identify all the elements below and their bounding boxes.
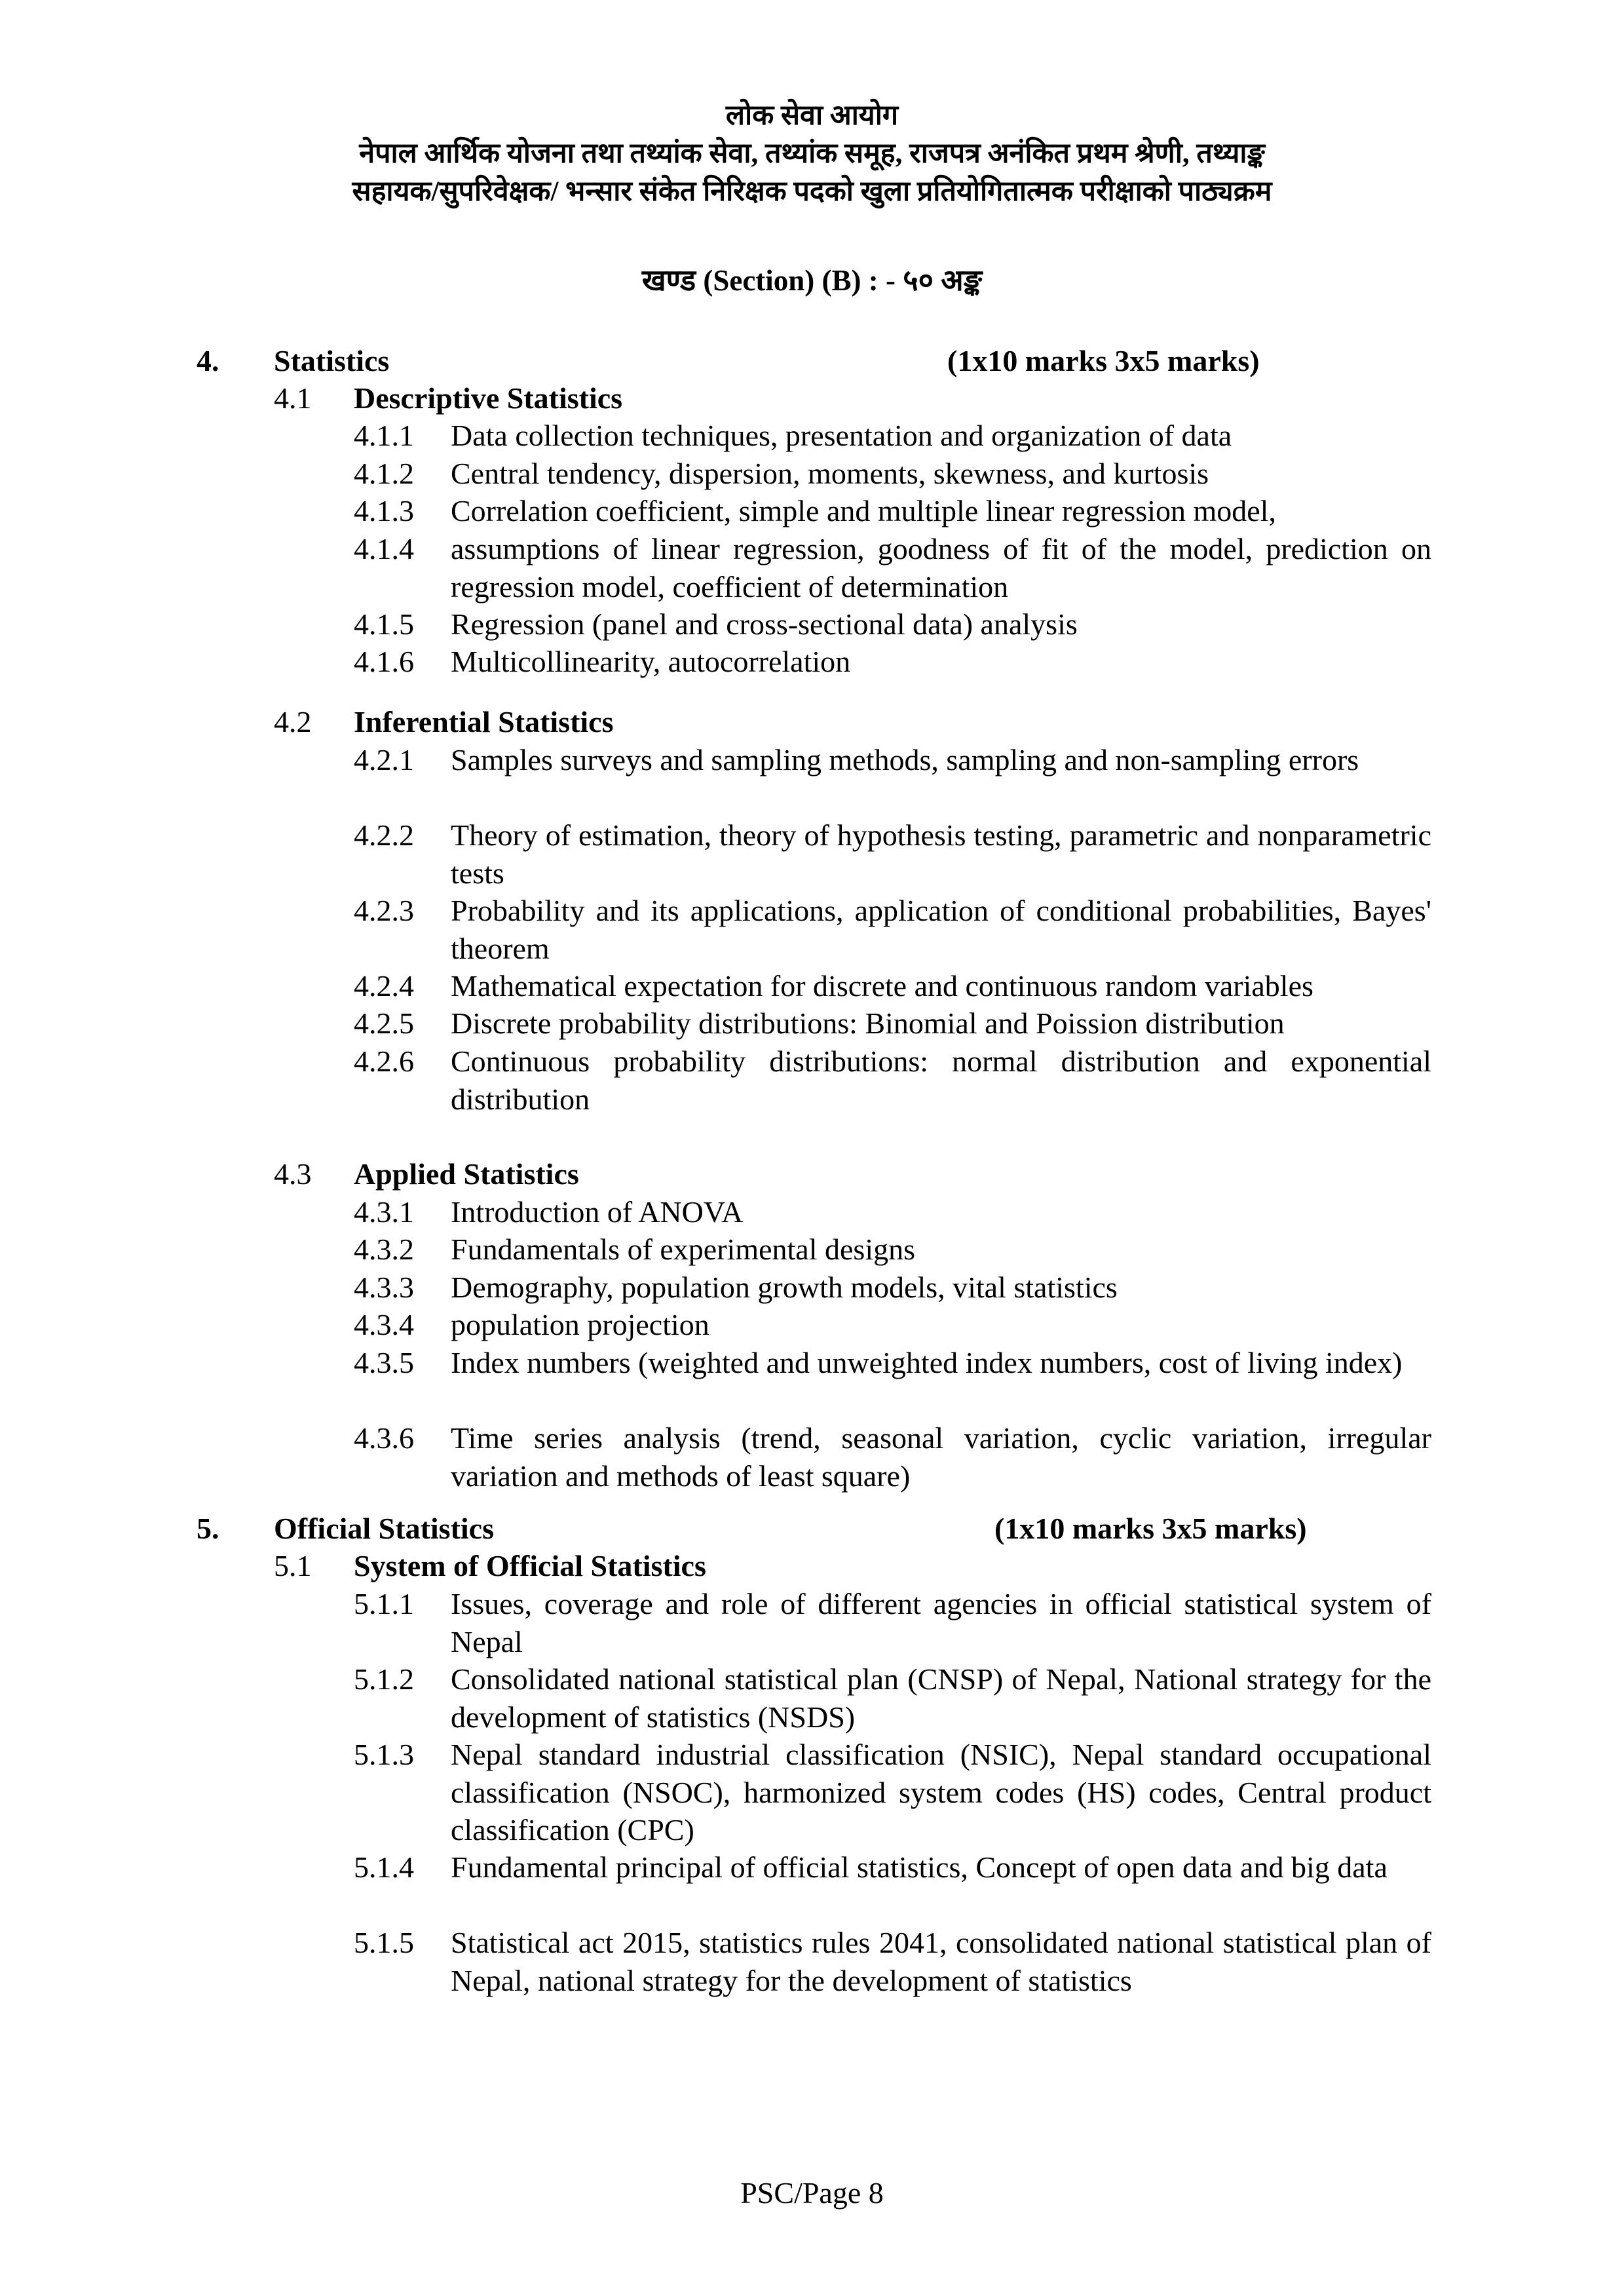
document-header xyxy=(0,97,1624,211)
item-number: 4.1.3 xyxy=(354,494,414,527)
item-number: 4.2.4 xyxy=(354,969,414,1003)
subsection-title: Applied Statistics xyxy=(354,1157,579,1191)
item-text: Demography, population growth models, vital statistics xyxy=(451,1271,1118,1304)
subsection-number: 4.1 xyxy=(274,381,312,415)
section-marks: (1x10 marks 3x5 marks) xyxy=(947,344,1260,377)
item-number: 4.2.5 xyxy=(354,1006,414,1040)
item-text: Central tendency, dispersion, moments, skewness, and kurtosis xyxy=(451,457,1209,490)
item-number: 4.3.4 xyxy=(354,1308,414,1341)
item-number: 5.1.5 xyxy=(354,1926,414,1959)
item-text: Fundamentals of experimental designs xyxy=(451,1233,916,1266)
item-text: Nepal standard industrial classification (NSIC), Nepal standard occupational classification (NSOC), harmonized system codes (HS) codes, Central product classification (CPC) xyxy=(451,1738,1431,1846)
item-number: 5.1.2 xyxy=(354,1662,414,1696)
item-text: Probability and its applications, application of conditional probabilities, Bayes' theorem xyxy=(451,894,1431,965)
item-text: Issues, coverage and role of different agencies in official statistical system of Nepal xyxy=(451,1587,1431,1658)
item-text: Samples surveys and sampling methods, sampling and non-sampling errors xyxy=(451,743,1359,776)
subsection-number: 4.2 xyxy=(274,705,312,738)
item-text: Theory of estimation, theory of hypothesis testing, parametric and nonparametric tests xyxy=(451,818,1431,890)
item-text: Multicollinearity, autocorrelation xyxy=(451,645,851,678)
subsection-title: System of Official Statistics xyxy=(354,1549,706,1582)
item-text: population projection xyxy=(451,1308,709,1341)
item-text: Regression (panel and cross-sectional data) analysis xyxy=(451,607,1078,641)
subsection-title: Inferential Statistics xyxy=(354,705,614,738)
item-number: 4.2.1 xyxy=(354,743,414,776)
item-text: Continuous probability distributions: normal distribution and exponential distribution xyxy=(451,1044,1431,1116)
header-line-1: लोक सेवा आयोग xyxy=(725,100,899,131)
subsection-number: 5.1 xyxy=(274,1549,312,1582)
page-footer: PSC/Page 8 xyxy=(740,2176,884,2210)
item-number: 4.2.3 xyxy=(354,894,414,927)
item-number: 4.3.6 xyxy=(354,1421,414,1455)
section-title: खण्ड (Section) (B) : - ५० अङ्क xyxy=(641,264,983,297)
item-number: 4.1.1 xyxy=(354,419,414,452)
item-text: Time series analysis (trend, seasonal variation, cyclic variation, irregular variation and methods of least square) xyxy=(451,1421,1431,1493)
subsection-number: 4.3 xyxy=(274,1157,312,1191)
section-number: 4. xyxy=(197,344,219,377)
item-text: Introduction of ANOVA xyxy=(451,1195,744,1229)
section-title-official-statistics: Official Statistics xyxy=(274,1512,494,1545)
item-number: 4.1.2 xyxy=(354,457,414,490)
item-number: 5.1.4 xyxy=(354,1850,414,1884)
section-marks: (1x10 marks 3x5 marks) xyxy=(994,1512,1307,1545)
item-number: 4.3.1 xyxy=(354,1195,414,1229)
item-text: Statistical act 2015, statistics rules 2041, consolidated national statistical plan of Nepal, national strategy for the development of statistics xyxy=(451,1926,1431,1997)
item-text: assumptions of linear regression, goodness of fit of the model, prediction on regression model, coefficient of determination xyxy=(451,532,1431,603)
item-text: Discrete probability distributions: Binomial and Poission distribution xyxy=(451,1006,1285,1040)
item-text: Consolidated national statistical plan (CNSP) of Nepal, National strategy for the development of statistics (NSDS) xyxy=(451,1662,1431,1734)
item-text: Mathematical expectation for discrete and continuous random variables xyxy=(451,969,1313,1003)
item-text: Data collection techniques, presentation and organization of data xyxy=(451,419,1232,452)
item-text: Correlation coefficient, simple and multiple linear regression model, xyxy=(451,494,1276,527)
item-number: 4.1.5 xyxy=(354,607,414,641)
header-line-3: सहायक/सुपरिवेक्षक/ भन्सार संकेत निरिक्षक पदको खुला प्रतियोगितात्मक परीक्षाको पाठ्यक्रम xyxy=(352,176,1272,207)
item-number: 4.3.5 xyxy=(354,1346,414,1379)
item-number: 4.1.6 xyxy=(354,645,414,678)
item-number: 4.2.6 xyxy=(354,1044,414,1078)
item-number: 4.3.2 xyxy=(354,1233,414,1266)
item-number: 4.2.2 xyxy=(354,818,414,852)
item-number: 5.1.3 xyxy=(354,1738,414,1771)
section-title-statistics: Statistics xyxy=(274,344,390,377)
item-number: 4.1.4 xyxy=(354,532,414,565)
item-text: Index numbers (weighted and unweighted index numbers, cost of living index) xyxy=(451,1346,1403,1379)
header-line-2: नेपाल आर्थिक योजना तथा तथ्यांक सेवा, तथ्यांक समूह, राजपत्र अनंकित प्रथम श्रेणी, तथ्याङ्क xyxy=(359,138,1265,169)
item-text: Fundamental principal of official statistics, Concept of open data and big data xyxy=(451,1850,1388,1884)
item-number: 5.1.1 xyxy=(354,1587,414,1620)
subsection-title: Descriptive Statistics xyxy=(354,381,623,415)
section-number: 5. xyxy=(197,1512,219,1545)
item-number: 4.3.3 xyxy=(354,1271,414,1304)
